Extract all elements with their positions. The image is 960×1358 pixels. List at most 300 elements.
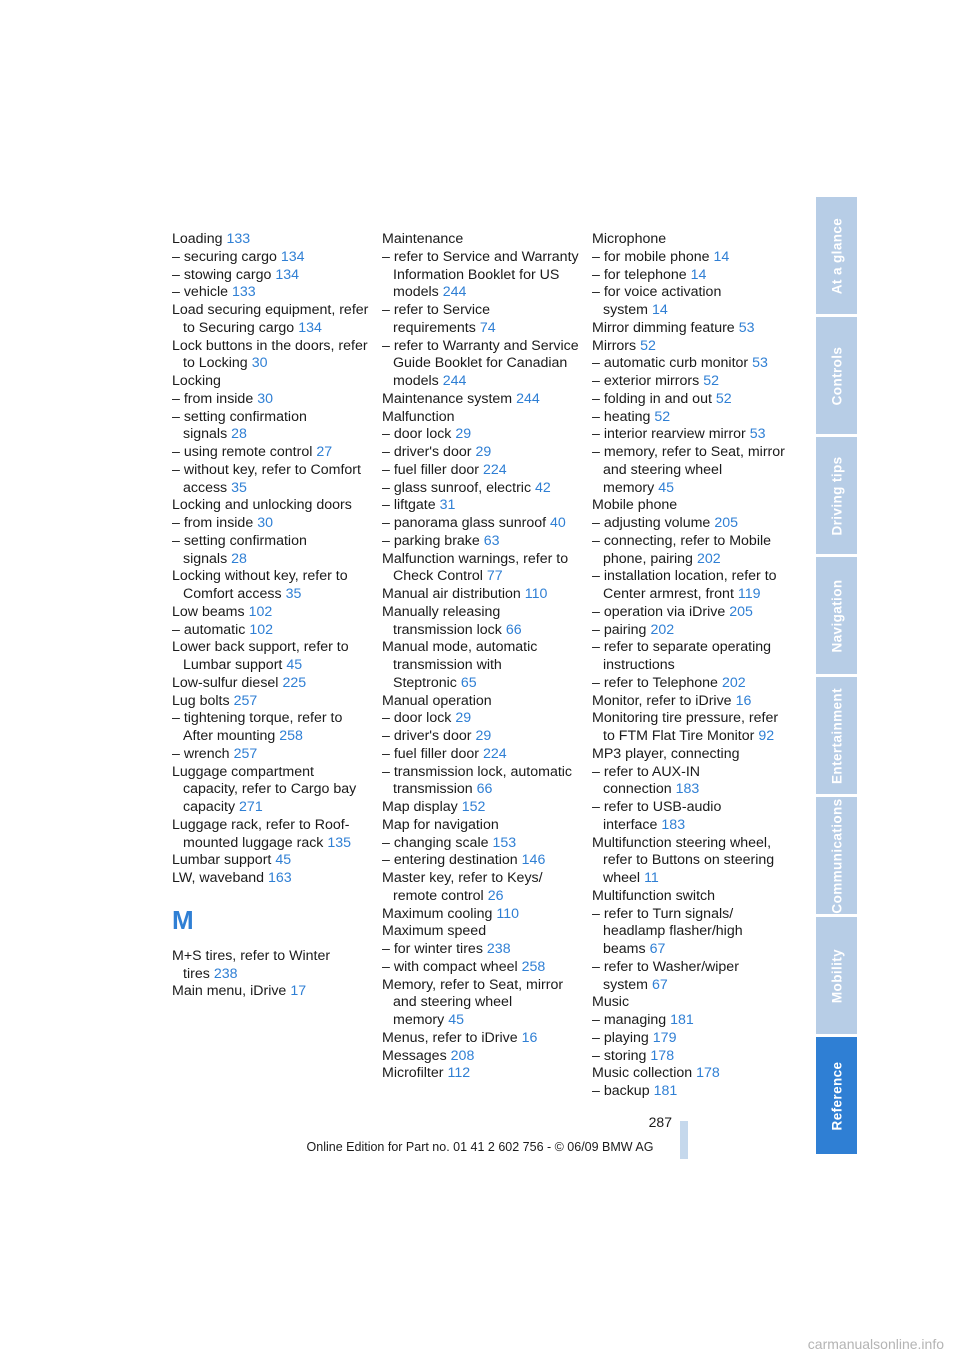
index-entry [172,639,372,675]
index-term: – setting confirmation signals [172,532,307,567]
page-link[interactable]: 16 [521,1029,538,1046]
index-entry [382,693,582,711]
index-entry [382,426,582,444]
index-term: – entering destination [382,852,518,869]
index-entry [382,1030,582,1048]
index-term: – using remote control [172,444,313,460]
index-column-1 [172,231,372,1001]
index-term: Mirror dimming feature [592,319,735,336]
page-link[interactable]: 67 [651,976,668,993]
index-term: Lug bolts [172,692,230,709]
index-term: – automatic curb monitor [592,355,749,372]
index-entry [382,977,582,1030]
index-entry [382,249,582,302]
index-term: Lower back support, refer to Lumbar support [172,639,349,673]
index-term: – from inside [172,390,254,407]
page-link[interactable]: 202 [696,550,721,567]
page-link[interactable]: 202 [721,674,746,691]
index-entry [592,639,788,675]
page-link[interactable]: 52 [640,337,656,354]
index-term: – for voice activation system [592,284,722,318]
page-link[interactable]: 181 [670,1012,694,1028]
index-term: – automatic [172,621,246,638]
page-link[interactable]: 163 [268,870,292,886]
page-link[interactable]: 146 [521,852,546,869]
index-term: – securing cargo [172,248,277,265]
index-term: – for mobile phone [592,248,710,265]
page-link[interactable]: 258 [279,728,303,744]
index-term: – heating [592,408,651,425]
page-link[interactable]: 133 [232,284,256,301]
index-term: – glass sunroof, electric [382,479,532,496]
tab-label: Entertainment [829,687,844,784]
index-term: Multifunction switch [592,887,716,904]
index-entry [172,622,372,640]
index-entry [172,533,372,569]
index-term: Messages [382,1047,447,1064]
index-entry [592,533,788,569]
page-link[interactable]: 134 [275,266,300,283]
index-term: Luggage compartment capacity, refer to Cargo bay capacity [172,763,357,815]
index-entry [592,1065,788,1083]
page-link[interactable]: 11 [644,870,659,886]
index-entry [592,746,788,764]
page-link[interactable]: 110 [524,586,548,602]
index-entry [382,604,582,640]
index-term: – refer to AUX-IN connection [592,763,701,798]
index-column-3 [592,231,788,1101]
page-link[interactable]: 14 [651,302,668,318]
index-entry [592,1083,788,1101]
page-link[interactable]: 52 [654,408,671,425]
page-link[interactable]: 29 [475,728,492,744]
tab-driving-tips[interactable] [816,437,857,554]
index-entry [172,391,372,409]
index-entry [592,906,788,959]
index-entry [382,852,582,870]
page-link[interactable]: 153 [492,834,517,851]
index-entry [382,835,582,853]
index-entry [382,639,582,692]
index-entry [592,799,788,835]
index-term: – playing [592,1029,649,1046]
page-link[interactable]: 77 [486,568,503,585]
page-link[interactable]: 92 [758,728,775,744]
index-entry [592,444,788,497]
page-link[interactable]: 17 [290,983,307,1000]
page-link[interactable]: 26 [487,887,504,904]
index-entry [382,746,582,764]
page-link[interactable]: 110 [496,905,520,922]
index-entry [592,1030,788,1048]
index-entry [592,710,788,746]
index-term: – refer to Service requirements [382,302,491,336]
index-entry [172,948,372,984]
index-entry [382,391,582,409]
index-entry [172,497,372,515]
page-link[interactable]: 244 [516,390,540,407]
index-term: – managing [592,1012,667,1028]
index-term: – interior rearview mirror [592,426,746,443]
index-term: Master key, refer to Keys/ remote control [382,870,543,904]
index-term: Menus, refer to iDrive [382,1029,518,1046]
tab-mobility[interactable] [816,917,857,1034]
index-entry [172,462,372,498]
index-entry [592,1012,788,1030]
index-term: – setting confirmation signals [172,408,307,443]
index-term: Malfunction [382,408,455,425]
tab-navigation[interactable] [816,557,857,674]
page-link[interactable]: 102 [249,621,274,638]
index-entry [382,515,582,533]
page-link[interactable]: 53 [752,355,768,372]
index-entry [172,764,372,817]
index-entry [382,817,582,835]
tab-communications[interactable] [816,797,857,914]
index-term: – door lock [382,426,452,443]
index-entry [172,284,372,302]
index-entry [172,710,372,746]
index-entry [592,764,788,800]
page-link[interactable]: 53 [749,426,766,443]
page-link[interactable]: 257 [233,692,258,709]
index-entry [382,959,582,977]
index-term: – from inside [172,515,254,531]
page-link[interactable]: 66 [476,781,493,798]
index-column-2 [382,231,582,1083]
page-link[interactable]: 14 [690,266,707,283]
tab-reference[interactable] [816,1037,857,1154]
tab-label: Navigation [829,578,844,653]
index-entry [382,799,582,817]
page-link[interactable]: 225 [282,674,307,691]
section-letter-heading: M [172,904,194,935]
page-link[interactable]: 179 [652,1029,677,1046]
index-term: – driver's door [382,444,472,460]
page-link[interactable]: 152 [461,799,486,815]
index-entry [382,533,582,551]
page-link[interactable]: 30 [257,515,273,531]
index-term: – refer to Turn signals/ headlamp flasher/high beams [592,905,743,957]
index-entry [592,994,788,1012]
page-link[interactable]: 45 [448,1012,465,1028]
page-link[interactable]: 178 [696,1065,720,1082]
page-link[interactable]: 14 [713,248,730,265]
index-term: – refer to Telephone [592,674,718,691]
tab-at-a-glance[interactable] [816,197,857,314]
page-number: 287 [648,1114,672,1130]
index-entry [382,444,582,462]
index-term: Luggage rack, refer to Roof-mounted luggage rack [172,816,350,851]
index-term: Low beams [172,603,245,620]
index-entry [592,426,788,444]
index-term: – driver's door [382,728,472,744]
page-link[interactable]: 31 [439,497,456,514]
page-link[interactable]: 133 [226,231,251,247]
index-entry [592,959,788,995]
page-link[interactable]: 135 [327,834,352,851]
index-term: Monitor, refer to iDrive [592,692,732,709]
index-term: Low-sulfur diesel [172,674,279,691]
index-entry [592,338,788,356]
index-term: Manual air distribution [382,586,521,602]
index-entry [382,497,582,515]
index-entry [382,923,582,941]
tab-entertainment[interactable] [816,677,857,794]
index-term: Mirrors [592,337,637,354]
index-term: Microphone [592,231,667,247]
page-link[interactable]: 244 [442,373,467,389]
index-entry [172,693,372,711]
page-link[interactable]: 224 [483,745,507,762]
page-link[interactable]: 134 [298,319,322,336]
index-term: LW, waveband [172,870,265,886]
page-link[interactable]: 238 [213,965,238,982]
index-entry [382,1065,582,1083]
page-link[interactable]: 238 [486,941,511,957]
index-entry [592,231,788,249]
page-link[interactable]: 45 [275,852,292,869]
index-entry [172,338,372,374]
index-term: – installation location, refer to Center armrest, front [592,568,777,602]
index-entry [592,515,788,533]
index-term: – with compact wheel [382,958,518,975]
page-link[interactable]: 27 [316,444,333,460]
page-link[interactable]: 29 [475,444,492,460]
index-term: Main menu, iDrive [172,983,287,1000]
index-entry [382,1048,582,1066]
index-term: – operation via iDrive [592,603,726,620]
index-term: – refer to Washer/wiper system [592,958,739,993]
index-term: – connecting, refer to Mobile phone, pairing [592,532,772,567]
page-link[interactable]: 183 [661,816,686,833]
page-link[interactable]: 224 [483,461,507,478]
index-entry [172,444,372,462]
page-link[interactable]: 28 [231,426,247,443]
index-entry [592,267,788,285]
index-term: – stowing cargo [172,266,272,283]
index-entry [172,604,372,622]
page-link[interactable]: 45 [658,479,675,496]
page-link[interactable]: 29 [455,710,472,727]
index-entry [382,941,582,959]
index-term: – without key, refer to Comfort access [172,461,361,496]
index-term: Load securing equipment, refer to Securing cargo [172,302,369,336]
page-link[interactable]: 208 [450,1047,475,1064]
index-term: – for winter tires [382,941,483,957]
index-entry [382,462,582,480]
index-term: – transmission lock, automatic transmission [382,763,573,798]
tab-label: Driving tips [829,455,844,536]
index-entry [592,835,788,888]
page-link[interactable]: 181 [653,1083,678,1099]
index-term: MP3 player, connecting [592,745,740,762]
index-entry [172,373,372,391]
page-link[interactable]: 202 [650,621,675,638]
index-term: – refer to Service and Warranty Information Booklet for US models [382,248,579,301]
index-entry [172,746,372,764]
page-link[interactable]: 257 [233,745,258,762]
index-term: Maintenance [382,231,464,247]
index-entry [592,604,788,622]
index-entry [172,675,372,693]
index-term: – fuel filler door [382,745,479,762]
page-link[interactable]: 40 [550,515,566,531]
page-link[interactable]: 52 [703,373,719,389]
page-link[interactable]: 28 [231,550,247,567]
page-link[interactable]: 65 [460,674,477,691]
chapter-tabs [816,197,857,1157]
index-term: – pairing [592,621,647,638]
index-entry [592,391,788,409]
tab-label: At a glance [829,217,844,294]
index-term: Monitoring tire pressure, refer to FTM Flat Tire Monitor [592,710,779,744]
page-link[interactable]: 45 [286,657,303,673]
index-term: Manual operation [382,692,492,709]
index-entry [172,409,372,445]
index-term: – memory, refer to Seat, mirror and steering wheel memory [592,444,785,496]
page-link[interactable]: 74 [479,319,496,336]
page-link[interactable]: 42 [535,479,551,496]
index-term: Music collection [592,1065,693,1082]
index-entry [382,409,582,427]
index-entry [382,231,582,249]
page-link[interactable]: 30 [257,390,273,407]
tab-label: Reference [829,1061,844,1130]
index-entry [592,497,788,515]
index-term: Music [592,994,630,1011]
index-term: Manual mode, automatic transmission with Steptronic [382,639,538,691]
index-entry [382,870,582,906]
index-term: Microfilter [382,1065,444,1082]
index-term: – adjusting volume [592,515,711,531]
index-term: Lock buttons in the doors, refer to Locking [172,337,368,372]
index-term: – for telephone [592,266,687,283]
index-entry [382,710,582,728]
page-link[interactable]: 119 [737,586,761,602]
page-link[interactable]: 53 [738,319,755,336]
index-term: Memory, refer to Seat, mirror and steering wheel memory [382,976,564,1028]
index-term: Maintenance system [382,390,513,407]
index-term: – exterior mirrors [592,373,700,389]
page-link[interactable]: 67 [649,941,666,957]
watermark: carmanualsonline.info [807,1336,944,1352]
page-link[interactable]: 52 [715,390,732,407]
page-link[interactable]: 35 [285,586,302,602]
page-link[interactable]: 30 [251,355,268,372]
index-term: Locking without key, refer to Comfort access [172,568,348,602]
index-term: – panorama glass sunroof [382,515,547,531]
page-link[interactable]: 29 [455,426,472,443]
index-term: – vehicle [172,284,228,301]
index-term: – changing scale [382,834,489,851]
page-link[interactable]: 63 [483,532,500,549]
page-link[interactable]: 205 [729,603,753,620]
index-term: Maximum cooling [382,905,493,922]
index-term: Locking and unlocking doors [172,497,352,514]
index-entry [592,373,788,391]
page-link[interactable]: 102 [248,603,273,620]
index-entry [592,284,788,320]
index-term: – tightening torque, refer to After mounting [172,710,343,744]
index-entry [592,693,788,711]
index-entry [172,231,372,249]
index-entry [382,302,582,338]
index-entry [172,267,372,285]
index-term: Lumbar support [172,852,272,869]
page-link[interactable]: 244 [442,284,467,301]
index-entry [592,320,788,338]
index-entry [592,355,788,373]
index-entry [172,568,372,604]
index-term: – wrench [172,745,230,762]
index-term: Map for navigation [382,816,499,833]
index-entry [172,870,372,888]
page-link[interactable]: 112 [447,1065,471,1082]
index-term: Malfunction warnings, refer to Check Control [382,550,569,585]
index-entry [592,888,788,906]
footer-text: Online Edition for Part no. 01 41 2 602 756 - © 06/09 BMW AG [306,1140,654,1154]
index-entry [592,409,788,427]
index-entry [382,728,582,746]
page-link[interactable]: 205 [714,515,738,531]
tab-label: Controls [829,346,844,405]
index-entry [382,586,582,604]
index-entry [592,1048,788,1066]
index-entry [382,906,582,924]
page-link[interactable]: 183 [675,781,700,798]
page-link[interactable]: 35 [231,479,247,496]
page-link[interactable]: 66 [505,621,522,638]
index-entry [172,515,372,533]
page-link[interactable]: 271 [239,799,263,815]
tab-label: Communications [829,797,844,914]
index-entry [592,622,788,640]
index-entry [172,983,372,1001]
index-term: – folding in and out [592,390,712,407]
index-entry [172,852,372,870]
index-entry [592,568,788,604]
index-term: Maximum speed [382,923,487,940]
index-term: Loading [172,231,223,247]
index-term: Multifunction steering wheel, refer to Buttons on steering wheel [592,834,775,886]
tab-label: Mobility [829,948,844,1003]
index-term: – storing [592,1047,647,1064]
tab-controls[interactable] [816,317,857,434]
index-term: – door lock [382,710,452,727]
index-entry [382,551,582,587]
page-link[interactable]: 16 [735,692,752,709]
page-link[interactable]: 258 [521,958,546,975]
page-link[interactable]: 134 [280,248,305,265]
index-term: Map display [382,799,458,815]
index-entry [172,302,372,338]
index-entry [172,817,372,853]
index-term: – fuel filler door [382,461,479,478]
index-entry [172,249,372,267]
index-term: Locking [172,373,221,389]
index-term: Manually releasing transmission lock [382,603,502,638]
index-term: – backup [592,1083,650,1099]
index-term: – parking brake [382,532,480,549]
index-entry [382,338,582,391]
page-link[interactable]: 178 [650,1047,675,1064]
index-term: – refer to separate operating instructions [592,639,772,673]
index-term: – refer to USB-audio interface [592,799,722,833]
index-entry [592,675,788,693]
index-term: Mobile phone [592,497,678,514]
index-entry [382,764,582,800]
